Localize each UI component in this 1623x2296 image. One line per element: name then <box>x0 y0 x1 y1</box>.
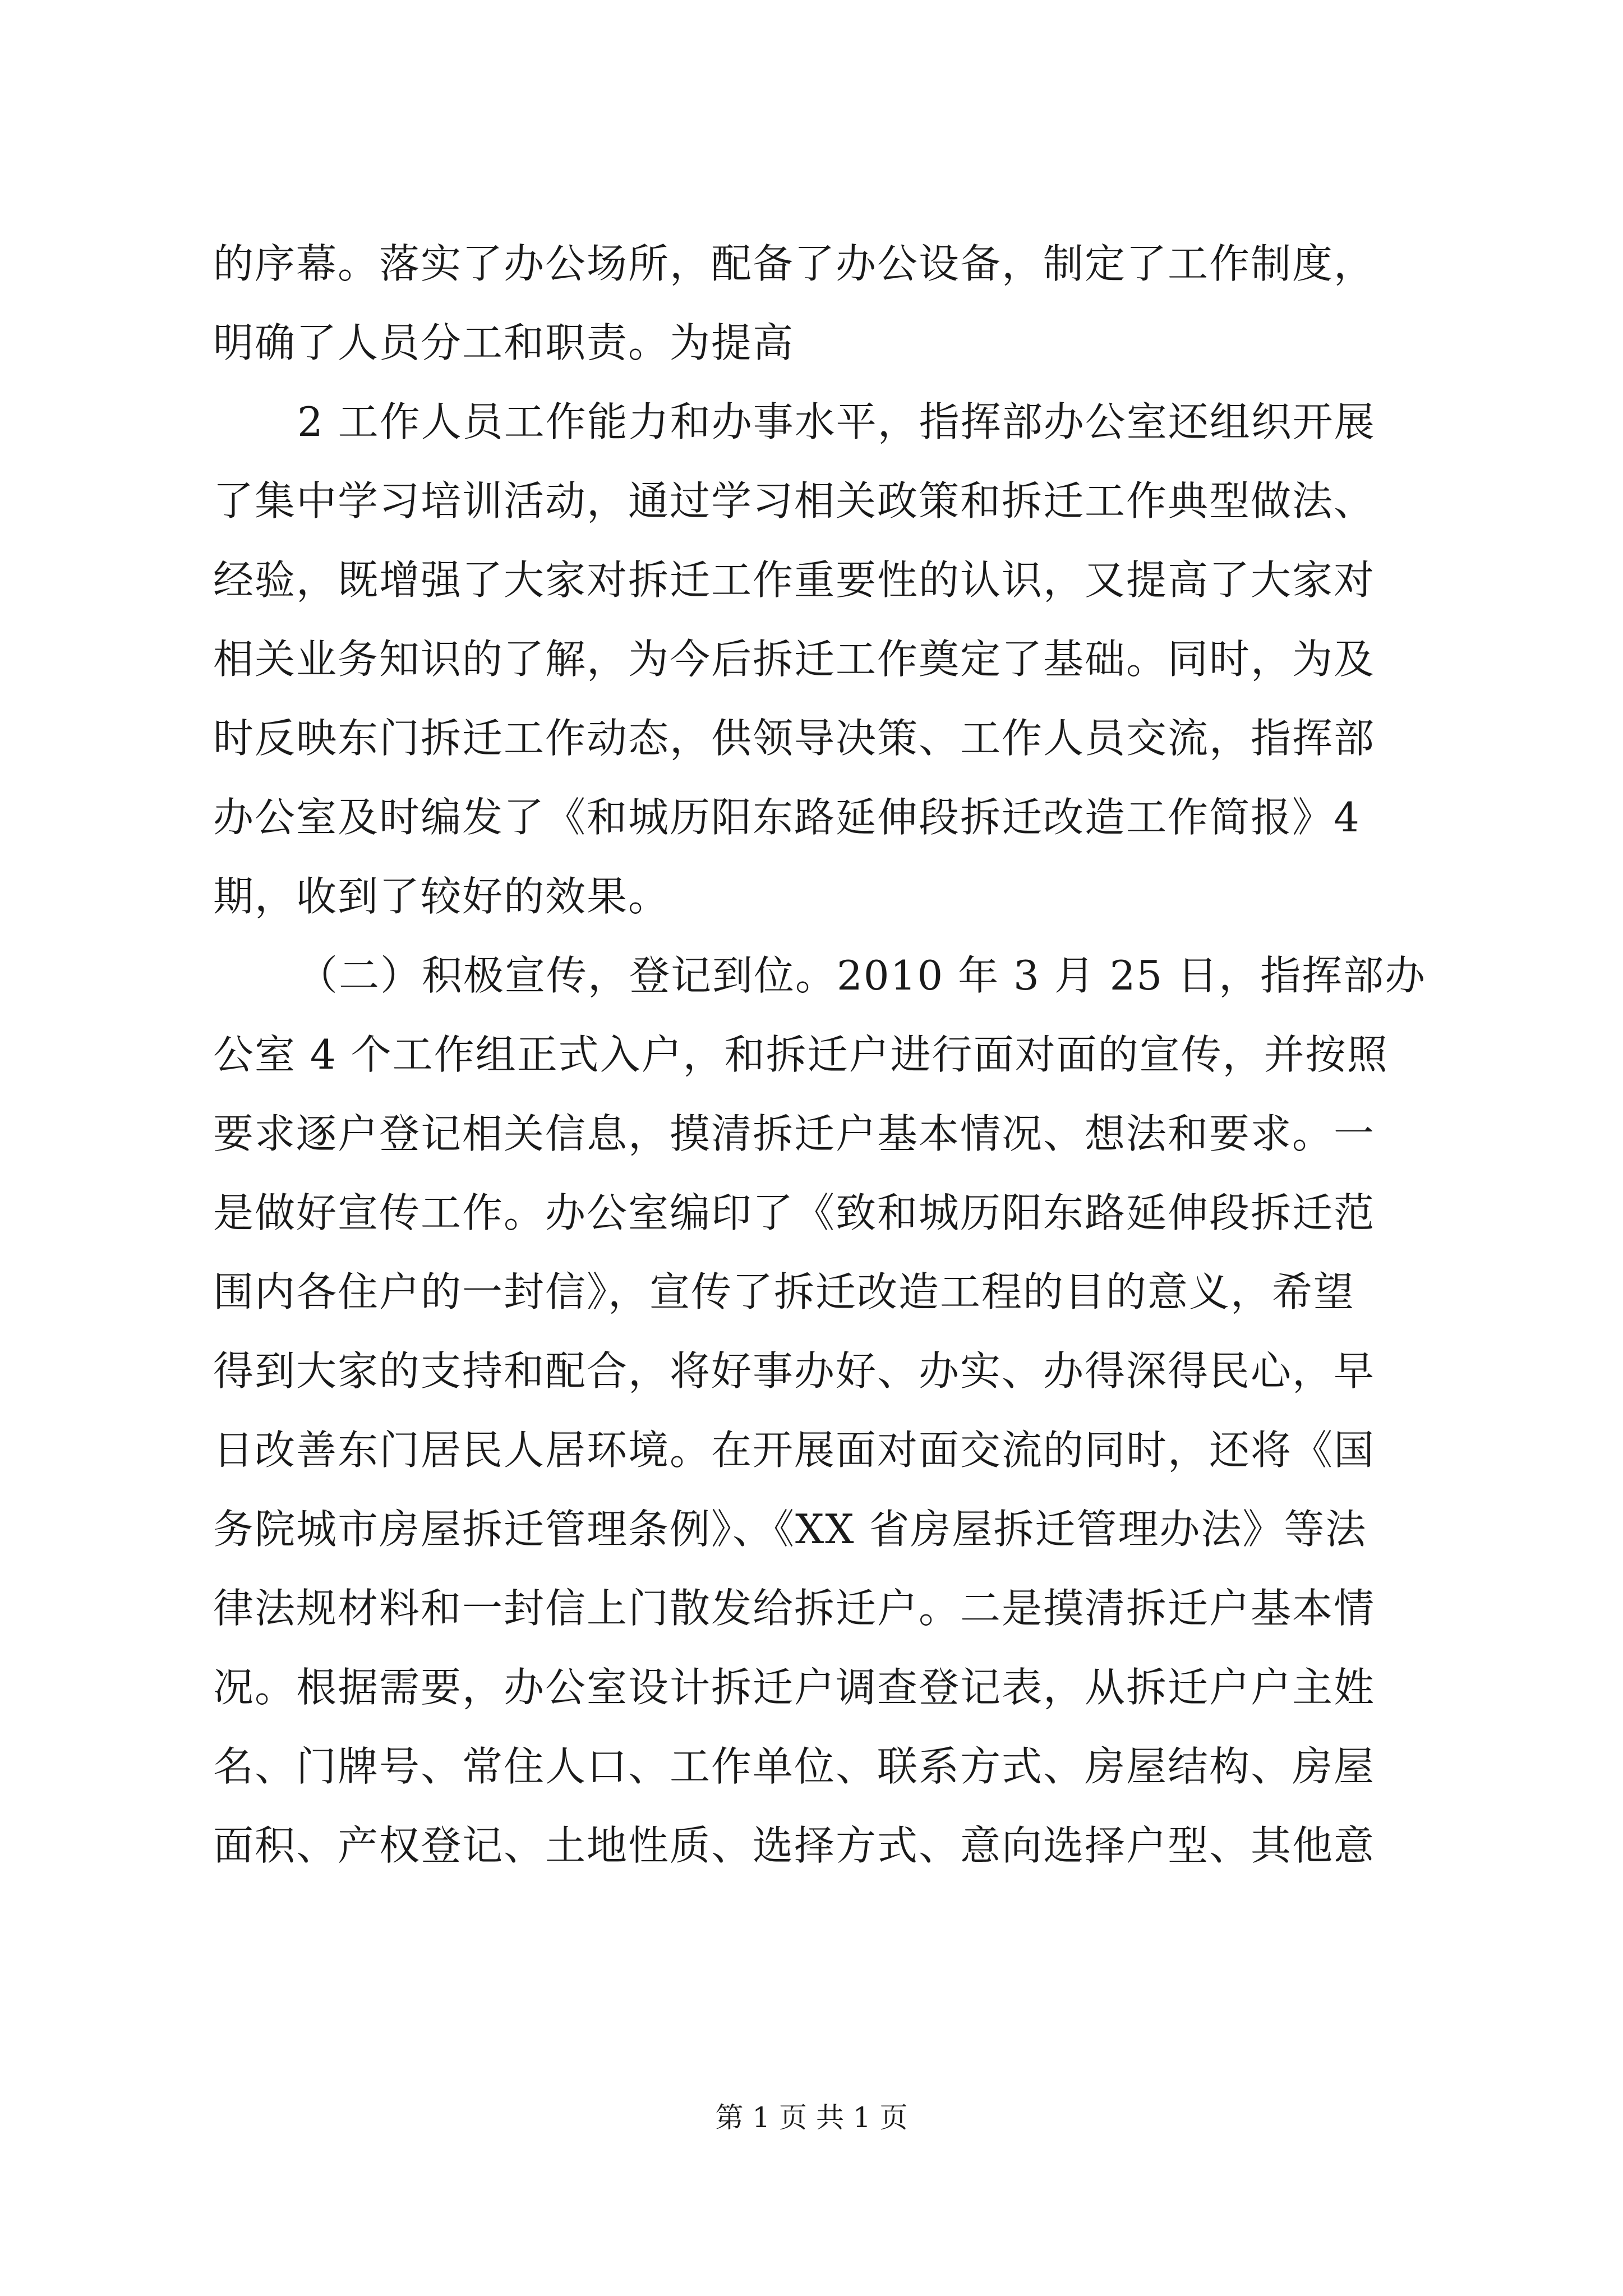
text-line: 律法规材料和一封信上门散发给拆迁户。二是摸清拆迁户基本情 <box>213 1585 1376 1632</box>
text-line: 务院城市房屋拆迁管理条例》、《XX 省房屋拆迁管理办法》等法 <box>213 1506 1367 1553</box>
text-line: 是做好宣传工作。办公室编印了《致和城历阳东路延伸段拆迁范 <box>213 1189 1376 1236</box>
page-number: 第 1 页 共 1 页 <box>715 2101 908 2134</box>
text-line: 时反映东门拆迁工作动态，供领导决策、工作人员交流，指挥部 <box>213 715 1376 762</box>
text-line: 得到大家的支持和配合，将好事办好、办实、办得深得民心，早 <box>213 1347 1376 1395</box>
text-line: 面积、产权登记、土地性质、选择方式、意向选择户型、其他意 <box>213 1822 1376 1869</box>
text-line: 公室 4 个工作组正式入户，和拆迁户进行面对面的宣传，并按照 <box>213 1031 1389 1078</box>
text-line: 围内各住户的一封信》，宣传了拆迁改造工程的目的意义，希望 <box>213 1268 1355 1315</box>
text-line: 期，收到了较好的效果。 <box>213 873 670 920</box>
document-body <box>213 224 1427 1885</box>
text-line: 明确了人员分工和职责。为提高 <box>213 319 795 366</box>
text-line: 要求逐户登记相关信息，摸清拆迁户基本情况、想法和要求。一 <box>213 1110 1376 1157</box>
text-line: 况。根据需要，办公室设计拆迁户调查登记表，从拆迁户户主姓 <box>213 1664 1376 1711</box>
text-line: （二）积极宣传，登记到位。2010 年 3 月 25 日，指挥部办 <box>297 952 1427 999</box>
page-footer <box>0 2098 1623 2137</box>
text-line: 了集中学习培训活动，通过学习相关政策和拆迁工作典型做法、 <box>213 477 1376 524</box>
text-line: 名、门牌号、常住人口、工作单位、联系方式、房屋结构、房屋 <box>213 1743 1376 1790</box>
text-line: 的序幕。落实了办公场所，配备了办公设备，制定了工作制度， <box>213 240 1376 287</box>
text-line: 相关业务知识的了解，为今后拆迁工作奠定了基础。同时，为及 <box>213 636 1376 683</box>
text-line: 经验，既增强了大家对拆迁工作重要性的认识，又提高了大家对 <box>213 556 1376 604</box>
text-line: 日改善东门居民人居环境。在开展面对面交流的同时，还将《国 <box>213 1427 1376 1474</box>
text-line: 办公室及时编发了《和城历阳东路延伸段拆迁改造工作简报》4 <box>213 794 1361 841</box>
text-line: 2 工作人员工作能力和办事水平，指挥部办公室还组织开展 <box>297 398 1376 445</box>
